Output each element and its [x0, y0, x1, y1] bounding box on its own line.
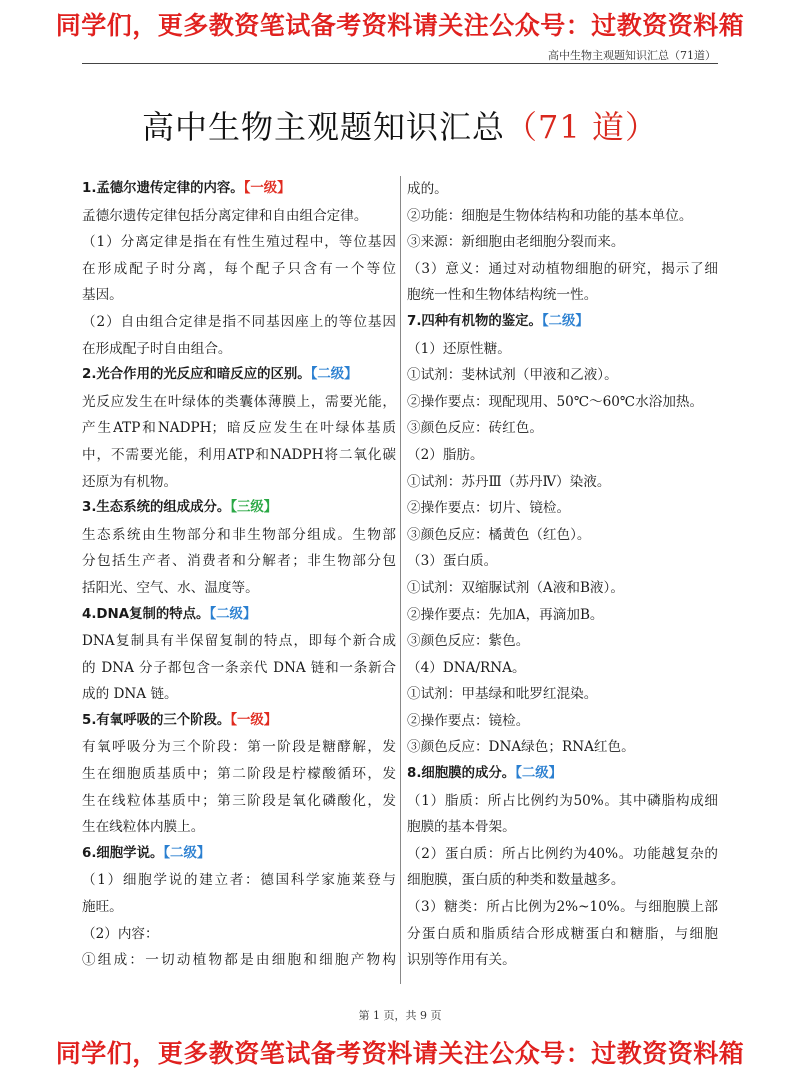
text-line: 施旺。	[82, 899, 123, 916]
text-line: ①试剂：双缩脲试剂（A液和B液）。	[407, 579, 624, 596]
text-line: ②操作要点：镜检。	[407, 712, 530, 729]
text-line: ②操作要点：先加A，再滴加B。	[407, 606, 604, 623]
text-line: （1）细胞学说的建立者：德国科学家施莱登与	[82, 872, 396, 889]
level-tag: 【二级】	[541, 313, 589, 329]
text-line: 基因。	[82, 287, 123, 304]
level-tag: 【二级】	[515, 766, 563, 782]
text-line: ③颜色反应：砖红色。	[407, 420, 543, 437]
text-line: 孟德尔遗传定律包括分离定律和自由组合定律。	[82, 207, 368, 224]
text-line: 在形成配子时分离，每个配子只含有一个等位	[82, 260, 396, 277]
level-tag: 【二级】	[163, 845, 211, 861]
document-title	[0, 102, 800, 148]
text-line: 胞膜的基本骨架。	[407, 819, 516, 836]
text-line: ②操作要点：切片、镜检。	[407, 500, 571, 517]
text-line: 生在线粒体内膜上。	[82, 819, 205, 836]
question-heading-2: 2.光合作用的光反应和暗反应的区别。【二级】	[82, 367, 358, 383]
text-line: ③颜色反应：橘黄色（红色）。	[407, 526, 591, 543]
running-header: 高中生物主观题知识汇总（71道）	[548, 49, 716, 62]
text-line: ③颜色反应：紫色。	[407, 633, 530, 650]
page-number: 第 1 页，共 9 页	[358, 1009, 442, 1022]
text-line: （3）意义：通过对动植物细胞的研究，揭示了细	[407, 260, 718, 277]
question-heading-3: 3.生态系统的组成成分。【三级】	[82, 500, 278, 516]
text-line: （2）内容：	[82, 925, 159, 942]
text-line: （1）分离定律是指在有性生殖过程中，等位基因	[82, 234, 396, 251]
question-heading-8: 8.细胞膜的成分。【二级】	[407, 766, 563, 782]
text-line: ①组成：一切动植物都是由细胞和细胞产物构	[82, 952, 396, 969]
text-line: 中，不需要光能，利用ATP和NADPH将二氧化碳	[82, 446, 396, 463]
text-line: ③颜色反应：DNA绿色；RNA红色。	[407, 739, 635, 756]
text-line: （1）脂质：所占比例约为50%。其中磷脂构成细	[407, 792, 718, 809]
document-title-main: 高中生物主观题知识汇总	[142, 108, 506, 146]
text-line: （4）DNA/RNA。	[407, 659, 526, 676]
text-line: 括阳光、空气、水、温度等。	[82, 579, 259, 596]
text-line: 的 DNA 分子都包含一条亲代 DNA 链和一条新合	[82, 659, 396, 676]
column-divider	[400, 176, 401, 984]
right-column	[407, 176, 718, 984]
text-line: ①试剂：斐林试剂（甲液和乙液）。	[407, 367, 618, 384]
text-line: 分蛋白质和脂质结合形成糖蛋白和糖脂，与细胞	[407, 925, 718, 942]
text-line: 成的 DNA 链。	[82, 686, 178, 703]
text-line: （1）还原性糖。	[407, 340, 511, 357]
question-heading-1: 1.孟德尔遗传定律的内容。【一级】	[82, 181, 291, 196]
text-line: ①试剂：苏丹Ⅲ（苏丹Ⅳ）染液。	[407, 473, 611, 490]
question-heading-5: 5.有氧呼吸的三个阶段。【一级】	[82, 712, 278, 728]
document-title-count: （71 道）	[505, 108, 658, 146]
question-heading-4: 4.DNA复制的特点。【二级】	[82, 606, 257, 622]
header-rule	[82, 63, 718, 64]
text-line: 光反应发生在叶绿体的类囊体薄膜上，需要光能，	[82, 393, 396, 410]
level-tag: 【二级】	[209, 606, 257, 622]
text-line: 分包括生产者、消费者和分解者；非生物部分包	[82, 553, 396, 570]
text-line: 识别等作用有关。	[407, 952, 516, 969]
question-heading-6: 6.细胞学说。【二级】	[82, 845, 211, 861]
text-line: 有氧呼吸分为三个阶段：第一阶段是糖酵解，发	[82, 739, 396, 756]
level-tag: 【二级】	[310, 367, 358, 383]
text-line: （2）蛋白质：所占比例约为40%。功能越复杂的	[407, 845, 718, 862]
text-line: 生态系统由生物部分和非生物部分组成。生物部	[82, 526, 396, 543]
text-line: （3）蛋白质。	[407, 553, 498, 570]
text-line: 胞统一性和生物体结构统一性。	[407, 287, 598, 304]
left-column	[82, 176, 396, 984]
text-line: 细胞膜，蛋白质的种类和数量越多。	[407, 872, 625, 889]
text-line: ②操作要点：现配现用、50℃～60℃水浴加热。	[407, 393, 704, 410]
content-columns	[82, 176, 718, 984]
text-line: 生在细胞质基质中；第二阶段是柠檬酸循环，发	[82, 766, 396, 783]
text-line: ②功能：细胞是生物体结构和功能的基本单位。	[407, 207, 693, 224]
bottom-promo-banner: 同学们，更多教资笔试备考资料请关注公众号：过教资资料箱	[55, 1039, 745, 1068]
text-line: （2）脂肪。	[407, 446, 484, 463]
text-line: ①试剂：甲基绿和吡罗红混染。	[407, 686, 598, 703]
top-promo-banner: 同学们，更多教资笔试备考资料请关注公众号：过教资资料箱	[55, 11, 745, 40]
text-line: 成的。	[407, 181, 448, 197]
text-line: （2）自由组合定律是指不同基因座上的等位基因	[82, 313, 396, 330]
text-line: DNA复制具有半保留复制的特点，即每个新合成	[82, 633, 396, 650]
text-line: 生在线粒体基质中；第三阶段是氧化磷酸化，发	[82, 792, 396, 809]
level-tag: 【三级】	[230, 500, 278, 516]
text-line: ③来源：新细胞由老细胞分裂而来。	[407, 234, 625, 251]
text-line: 还原为有机物。	[82, 473, 178, 490]
level-tag: 【一级】	[230, 712, 278, 728]
text-line: 产生ATP和NADPH；暗反应发生在叶绿体基质	[82, 420, 396, 437]
text-line: 在形成配子时自由组合。	[82, 340, 232, 357]
text-line: （3）糖类：所占比例为2%~10%。与细胞膜上部	[407, 899, 718, 916]
level-tag: 【一级】	[243, 181, 291, 196]
question-heading-7: 7.四种有机物的鉴定。【二级】	[407, 313, 589, 329]
